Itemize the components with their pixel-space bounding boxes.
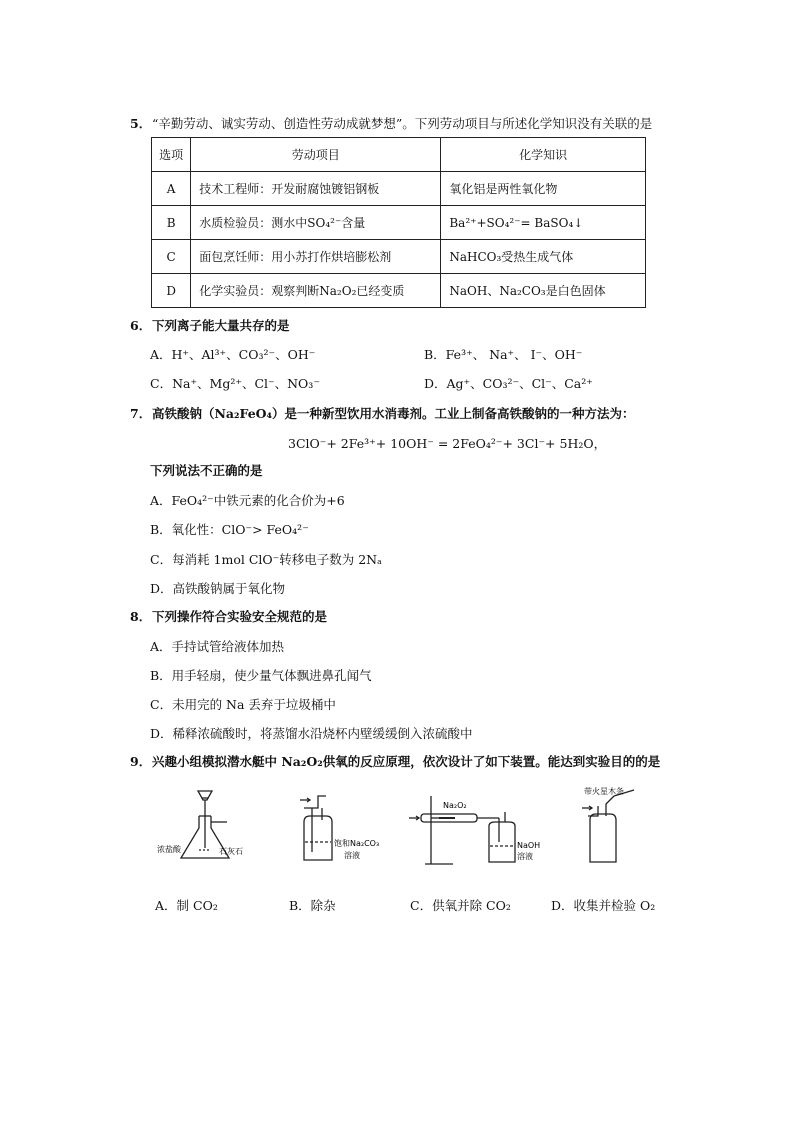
caption-a: A．制 CO₂ xyxy=(155,898,218,913)
stem-text: 下列离子能大量共存的是 xyxy=(152,318,290,333)
table-cell: B xyxy=(152,206,191,240)
label-washing-solution: 饱和Na₂CO₃ xyxy=(334,839,380,848)
table-cell: NaOH、Na₂CO₃是白色固体 xyxy=(441,274,646,308)
option-c: C．未用完的 Na 丢弃于垃圾桶中 xyxy=(150,697,336,712)
table-row xyxy=(152,240,646,274)
stem-text: 下列操作符合实验安全规范的是 xyxy=(152,609,328,624)
table-header-row xyxy=(152,138,646,172)
sub-stem: 下列说法不正确的是 xyxy=(150,463,263,478)
label-washing-solution-2: 溶液 xyxy=(344,851,360,860)
table-cell: 水质检验员：测水中SO₄²⁻含量 xyxy=(191,206,441,240)
question-6-stem xyxy=(130,318,290,334)
option-b: B．Fe³⁺、 Na⁺、 I⁻、OH⁻ xyxy=(424,347,583,362)
question-9-stem xyxy=(130,754,660,770)
option-d: D．高铁酸钠属于氧化物 xyxy=(150,581,286,596)
label-na2o2: Na₂O₂ xyxy=(443,801,467,810)
option-a: A．FeO₄²⁻中铁元素的化合价为+6 xyxy=(150,493,345,508)
apparatus-d-drawing xyxy=(576,786,676,870)
question-number: 6． xyxy=(130,318,152,333)
apparatus-a-drawing xyxy=(155,786,255,870)
table-row xyxy=(152,274,646,308)
label-stone: 石灰石 xyxy=(219,847,243,856)
header-cell: 选项 xyxy=(152,138,191,172)
question-number: 9． xyxy=(130,754,152,769)
label-naoh-2: 溶液 xyxy=(517,852,533,861)
apparatus-c-drawing xyxy=(405,786,555,870)
apparatus-b-drawing xyxy=(290,786,390,870)
table-row xyxy=(152,206,646,240)
stem-text: 兴趣小组模拟潜水艇中 Na₂O₂供氧的反应原理，依次设计了如下装置。能达到实验目的的是 xyxy=(152,754,661,769)
option-c: C．每消耗 1mol ClO⁻转移电子数为 2Nₐ xyxy=(150,552,382,567)
option-a: A．H⁺、Al³⁺、CO₃²⁻、OH⁻ xyxy=(150,347,316,362)
option-b: B．用手轻扇，使少量气体飘进鼻孔闻气 xyxy=(150,668,372,683)
question-7-stem xyxy=(130,406,635,422)
table-cell: NaHCO₃受热生成气体 xyxy=(441,240,646,274)
label-naoh: NaOH xyxy=(517,841,541,850)
stem-text: “辛勤劳动、诚实劳动、创造性劳动成就梦想”。下列劳动项目与所述化学知识没有关联的是 xyxy=(152,116,653,131)
label-splint: 带火星木条 xyxy=(584,787,624,796)
question-8-stem xyxy=(130,609,327,625)
table-row xyxy=(152,172,646,206)
option-d: D．Ag⁺、CO₃²⁻、Cl⁻、Ca²⁺ xyxy=(424,376,593,391)
reaction-equation: 3ClO⁻+ 2Fe³⁺+ 10OH⁻ = 2FeO₄²⁻+ 3Cl⁻+ 5H₂O， xyxy=(288,436,607,451)
stem-text: 高铁酸钠（Na₂FeO₄）是一种新型饮用水消毒剂。工业上制备高铁酸钠的一种方法为： xyxy=(152,406,635,421)
option-c: C．Na⁺、Mg²⁺、Cl⁻、NO₃⁻ xyxy=(150,376,320,391)
table-cell: 技术工程师：开发耐腐蚀镀铝钢板 xyxy=(191,172,441,206)
table-cell: A xyxy=(152,172,191,206)
table-cell: C xyxy=(152,240,191,274)
table-cell: D xyxy=(152,274,191,308)
caption-b: B．除杂 xyxy=(289,898,336,913)
caption-d: D．收集并检验 O₂ xyxy=(551,898,656,913)
question-5-stem xyxy=(130,116,652,132)
table-cell: 面包烹饪师：用小苏打作烘培膨松剂 xyxy=(191,240,441,274)
table-cell: Ba²⁺+SO₄²⁻= BaSO₄↓ xyxy=(441,206,646,240)
question-number: 5． xyxy=(130,116,152,131)
q5-table xyxy=(151,137,646,308)
option-b: B．氧化性：ClO⁻> FeO₄²⁻ xyxy=(150,522,309,537)
option-a: A．手持试管给液体加热 xyxy=(150,639,285,654)
table-cell: 氧化铝是两性氧化物 xyxy=(441,172,646,206)
question-number: 8． xyxy=(130,609,152,624)
caption-c: C．供氧并除 CO₂ xyxy=(410,898,511,913)
header-cell: 劳动项目 xyxy=(191,138,441,172)
option-d: D．稀释浓硫酸时，将蒸馏水沿烧杯内壁缓缓倒入浓硫酸中 xyxy=(150,726,473,741)
question-number: 7． xyxy=(130,406,152,421)
header-cell: 化学知识 xyxy=(441,138,646,172)
table-cell: 化学实验员：观察判断Na₂O₂已经变质 xyxy=(191,274,441,308)
label-acid: 浓盐酸 xyxy=(157,845,181,854)
